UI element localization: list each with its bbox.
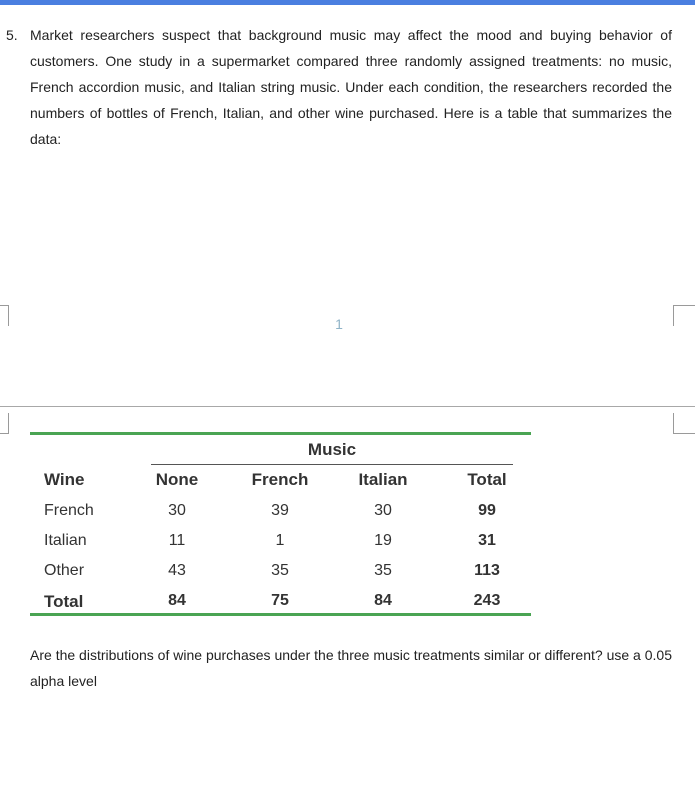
table-cell: 1 [275,532,285,549]
row-total-cell: 113 [474,562,500,579]
page-divider [0,406,695,407]
column-total-cell: 84 [168,592,186,609]
column-header-none: None [155,470,199,489]
table-cell: 43 [168,562,186,579]
top-accent-bar [0,0,695,5]
table-cell: 11 [168,532,186,549]
row-label-total: Total [44,592,84,611]
page-corner-mark [0,413,9,434]
column-header-total: Total [467,470,507,489]
follow-up-question: Are the distributions of wine purchases under the three music treatments similar or different? use a 0.05 alpha level [30,647,672,689]
column-header-italian: Italian [358,470,408,489]
table-cell: 30 [374,502,392,519]
column-header-french: French [251,470,309,489]
column-total-cell: 75 [271,592,289,609]
row-total-cell: 99 [478,502,496,519]
table-cell: 35 [271,562,289,579]
table-cell: 39 [271,502,289,519]
page-corner-mark [673,413,695,434]
page-number: 1 [335,316,343,332]
row-total-cell: 31 [478,532,496,549]
column-total-cell: 84 [374,592,392,609]
table-cell: 30 [168,502,186,519]
question-text: Market researchers suspect that background music may affect the mood and buying behavior of customers. One study in a supermarket compared three randomly assigned treatments: no music, French accordion music, and Italian string music. Under each condition, the researchers recorded the numbers of bottles of French, Italian, and other wine purchased. Here is a table that summarizes the data: [30,27,672,147]
wine-music-table [30,432,531,618]
table-spanner-header: Music [307,440,357,459]
row-label-other: Other [44,562,85,579]
table-cell: 19 [374,532,392,549]
grand-total-cell: 243 [473,592,501,609]
table-bottom-rule [30,613,531,616]
table-cell: 35 [374,562,392,579]
row-label-italian: Italian [44,532,87,549]
table-top-rule [30,432,531,435]
column-header-wine: Wine [44,470,85,489]
spanner-underline [151,464,513,465]
row-label-french: French [44,502,94,519]
question-number: 5. [6,27,18,43]
